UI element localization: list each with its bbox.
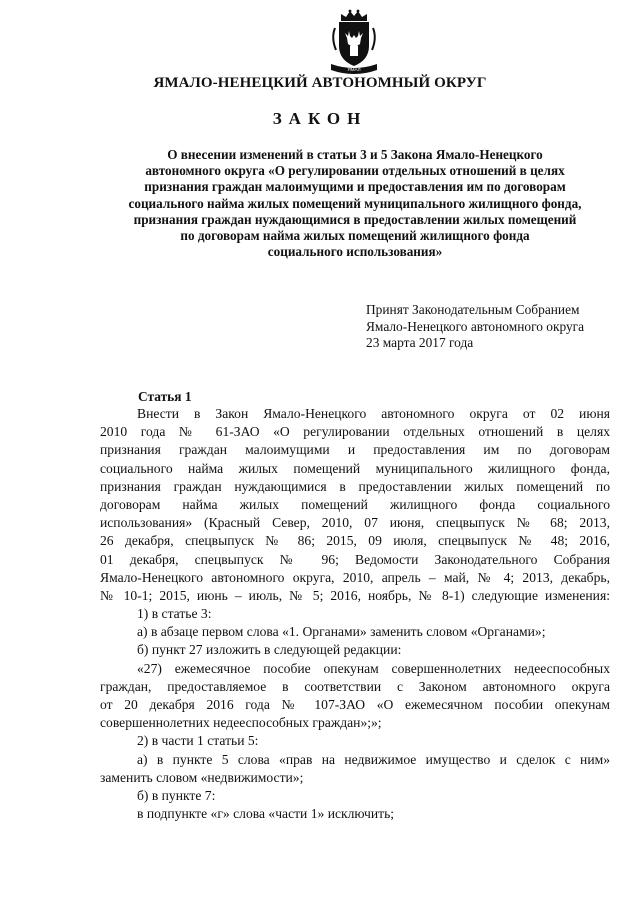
- list-item: а) в пункте 5 слова «прав на недвижимое имущество и сделок с ним»: [137, 751, 610, 767]
- list-item: 1) в статье 3:: [137, 606, 212, 622]
- title-line: социального найма жилых помещений муниципального жилищного фонда,: [128, 195, 582, 211]
- list-item: б) пункт 27 изложить в следующей редакции:: [137, 642, 402, 658]
- quoted-line: «27) ежемесячное пособие опекунам совершеннолетних недееспособных: [137, 660, 610, 676]
- quoted-line: граждан, предоставляемое в соответствии с Законом автономного округа: [100, 678, 610, 694]
- body-line: Внести в Закон Ямало-Ненецкого автономного округа от 02 июня: [137, 406, 610, 421]
- adoption-date: 23 марта 2017 года: [366, 335, 474, 351]
- body-line: 2010 года № 61-ЗАО «О регулировании отдельных отношений в целях: [100, 424, 610, 440]
- body-line: заменить словом «недвижимости»;: [100, 769, 304, 785]
- title-line: О внесении изменений в статьи 3 и 5 Закона Ямало-Ненецкого: [167, 147, 543, 162]
- body-line: признания граждан нуждающимися в предоставлении жилых помещений по: [100, 478, 610, 494]
- adoption-line: Ямало-Ненецкого автономного округа: [366, 318, 585, 334]
- title-line: социального использования»: [267, 244, 443, 260]
- title-line: признания граждан нуждающимися в предоставлении жилых помещений: [133, 211, 577, 227]
- title-line: признания граждан малоимущими и предоставления им по договорам: [144, 179, 566, 195]
- body-line: признания граждан малоимущими и предоставления им по договорам: [100, 442, 610, 458]
- law-title: [100, 147, 610, 260]
- coat-of-arms-icon: [327, 8, 381, 74]
- region-heading: ЯМАЛО-НЕНЕЦКИЙ АВТОНОМНЫЙ ОКРУГ: [153, 75, 487, 91]
- body-line: договорам найма жилых помещений жилищного фонда социального: [100, 496, 610, 512]
- list-item: 2) в части 1 статьи 5:: [137, 733, 259, 749]
- list-item: б) в пункте 7:: [137, 787, 216, 803]
- quoted-line: от 20 декабря 2016 года № 107-ЗАО «О ежемесячном пособии опекунам: [100, 697, 610, 712]
- list-item: а) в абзаце первом слова «1. Органами» заменить словом «Органами»;: [137, 624, 546, 640]
- emblem-motto: ЯМАЛ: [347, 67, 361, 72]
- article-heading: Статья 1: [138, 389, 192, 404]
- body-line: Ямало-Ненецкого автономного округа, 2010, апрель – май, № 4; 2013, декабрь,: [100, 569, 610, 585]
- list-item: в подпункте «г» слова «части 1» исключить;: [137, 806, 395, 822]
- body-line: № 10-1; 2015, июнь – июль, № 5; 2016, ноябрь, № 8-1) следующие изменения:: [100, 587, 610, 603]
- article-body: [100, 405, 610, 823]
- title-line: по договорам найма жилых помещений жилищного фонда: [180, 228, 530, 244]
- adoption-line: Принят Законодательным Собранием: [366, 302, 580, 317]
- quoted-line: совершеннолетних недееспособных граждан»;»;: [100, 715, 382, 731]
- body-line: социального найма жилых помещений муниципального жилищного фонда,: [100, 460, 610, 476]
- body-line: использования» (Красный Север, 2010, 07 июня, спецвыпуск № 68; 2013,: [100, 515, 610, 531]
- body-line: 01 декабря, спецвыпуск № 96; Ведомости Законодательного Собрания: [100, 551, 610, 567]
- body-line: 26 декабря, спецвыпуск № 86; 2015, 09 июля, спецвыпуск № 48; 2016,: [100, 533, 610, 549]
- title-line: автономного округа «О регулировании отдельных отношений в целях: [145, 163, 565, 179]
- adoption-note: [366, 302, 626, 352]
- document-type-heading: ЗАКОН: [272, 109, 368, 128]
